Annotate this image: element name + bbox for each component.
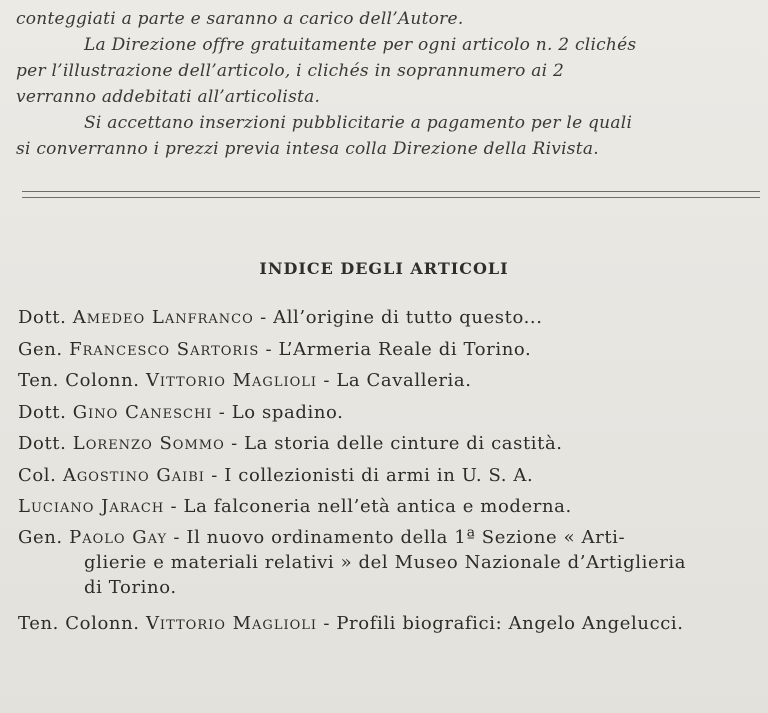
article-title: - L’Armeria Reale di Torino.	[259, 338, 532, 360]
author-name: Amedeo Lanfranco	[72, 307, 254, 328]
author-title: Dott.	[18, 433, 67, 454]
article-title: - Lo spadino.	[212, 401, 344, 423]
terms-line: Si accettano inserzioni pubblicitarie a pagamento per le quali	[84, 113, 633, 133]
author-title: Dott.	[18, 307, 67, 328]
article-title: - Il nuovo ordinamento della 1ª Sezione « Arti-	[167, 526, 626, 548]
author-name: Agostino Gaibi	[62, 464, 205, 486]
author-title: Col.	[18, 464, 57, 486]
author-name: Vittorio Maglioli	[145, 612, 318, 634]
index-entry	[18, 460, 766, 492]
index-entry	[18, 397, 766, 429]
author-name: Vittorio Maglioli	[145, 370, 318, 391]
index-entry	[18, 491, 766, 523]
article-title: - La Cavalleria.	[317, 370, 472, 391]
index-entry	[18, 608, 766, 640]
author-title: Ten. Colonn.	[18, 370, 140, 391]
article-title-continuation: glierie e materiali relativi » del Museo Nazionale d’Artiglieria	[84, 551, 687, 573]
author-name: Luciano Jarach	[18, 496, 165, 517]
article-index-list	[18, 302, 766, 639]
terms-line: per l’illustrazione dell’articolo, i clichés in soprannumero ai 2	[16, 61, 565, 81]
terms-paragraphs	[16, 6, 764, 162]
index-entry	[18, 302, 766, 334]
author-name: Francesco Sartoris	[69, 338, 260, 360]
index-entry	[18, 334, 766, 366]
article-title: - La falconeria nell’età antica e moderna.	[164, 496, 572, 517]
index-entry	[18, 525, 766, 600]
author-title: Ten. Colonn.	[18, 612, 140, 634]
terms-line: La Direzione offre gratuitamente per ogni articolo n. 2 clichés	[84, 35, 637, 55]
terms-line: verranno addebitati all’articolista.	[16, 87, 321, 107]
author-name: Gino Caneschi	[72, 401, 213, 423]
author-title: Gen.	[18, 526, 63, 548]
article-title: - Profili biografici: Angelo Angelucci.	[317, 612, 684, 634]
divider-rule	[22, 191, 760, 192]
author-title: Dott.	[18, 401, 67, 423]
article-title: - I collezionisti di armi in U. S. A.	[204, 464, 534, 486]
terms-line: si converranno i prezzi previa intesa colla Direzione della Rivista.	[16, 139, 599, 159]
divider-rule	[22, 197, 760, 198]
author-name: Paolo Gay	[69, 526, 168, 548]
index-entry	[18, 428, 766, 460]
author-title: Gen.	[18, 338, 63, 360]
article-title: - La storia delle cinture di castità.	[224, 433, 563, 454]
entry-line	[18, 525, 766, 550]
index-title: INDICE DEGLI ARTICOLI	[259, 259, 509, 278]
author-name: Lorenzo Sommo	[72, 433, 225, 454]
index-entry	[18, 365, 766, 397]
article-title-continuation: di Torino.	[84, 576, 177, 598]
article-title: - All’origine di tutto questo...	[253, 307, 543, 328]
terms-line: conteggiati a parte e saranno a carico dell’Autore.	[16, 9, 464, 29]
